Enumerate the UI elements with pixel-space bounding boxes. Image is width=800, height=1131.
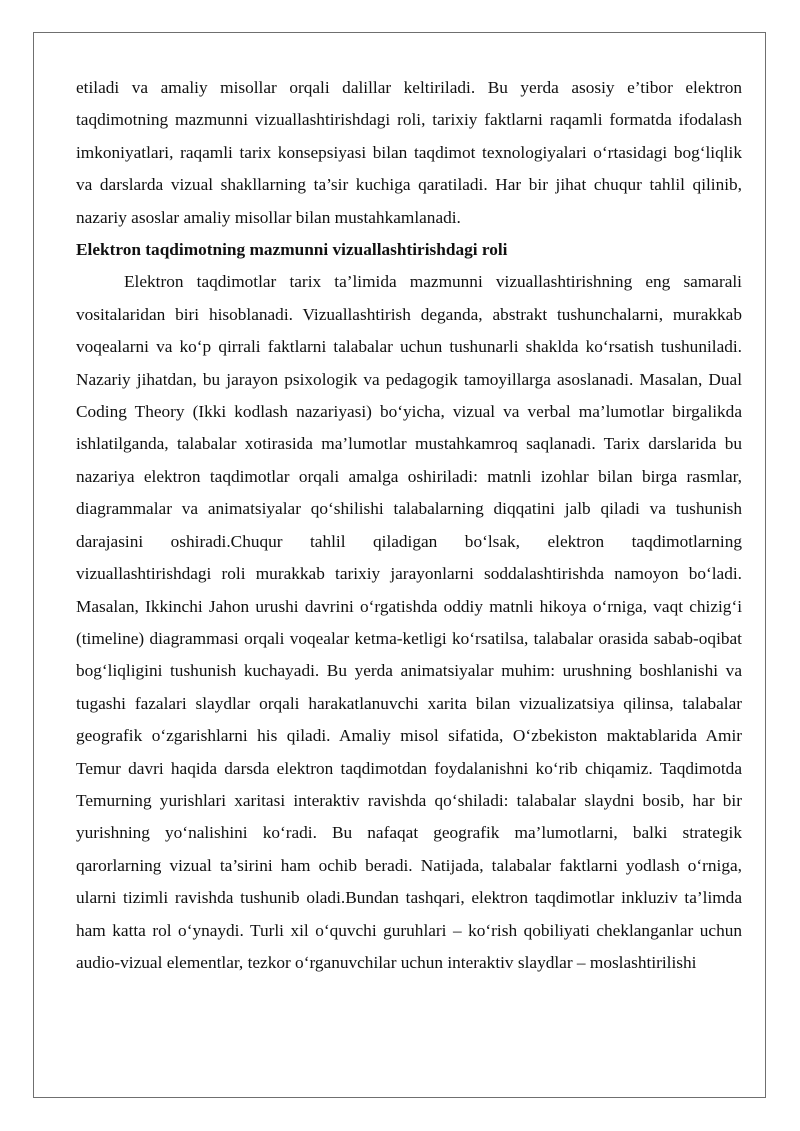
document-body <box>76 72 742 979</box>
main-paragraph: Elektron taqdimotlar tarix ta’limida mazmunni vizuallashtirishning eng samarali vositalaridan biri hisoblanadi. Vizuallashtirish deganda, abstrakt tushunchalarni, murakkab voqealarni va ko‘p qirrali faktlarni talabalar uchun tushunarli shaklda ko‘rsatish tushuniladi. Nazariy jihatdan, bu jarayon psixologik va pedagogik tamoyillarga asoslanadi. Masalan, Dual Coding Theory (Ikki kodlash nazariyasi) bo‘yicha, vizual va verbal ma’lumotlar birgalikda ishlatilganda, talabalar xotirasida ma’lumotlar mustahkamroq saqlanadi. Tarix darslarida bu nazariya elektron taqdimotlar orqali amalga oshiriladi: matnli izohlar bilan birga rasmlar, diagrammalar va animatsiyalar qo‘shilishi talabalarning diqqatini jalb qiladi va tushunish darajasini oshiradi.Chuqur tahlil qiladigan bo‘lsak, elektron taqdimotlarning vizuallashtirishdagi roli murakkab tarixiy jarayonlarni soddalashtirishda namoyon bo‘ladi. Masalan, Ikkinchi Jahon urushi davrini o‘rgatishda oddiy matnli hikoya o‘rniga, vaqt chizig‘i (timeline) diagrammasi orqali voqealar ketma-ketligi ko‘rsatilsa, talabalar orasida sabab-oqibat bog‘liqligini tushunish kuchayadi. Bu yerda animatsiyalar muhim: urushning boshlanishi va tugashi fazalari slaydlar orqali harakatlanuvchi xarita bilan vizualizatsiya qilinsa, talabalar geografik o‘zgarishlarni his qiladi. Amaliy misol sifatida, O‘zbekiston maktablarida Amir Temur davri haqida darsda elektron taqdimotdan foydalanishni ko‘rib chiqamiz. Taqdimotda Temurning yurishlari xaritasi interaktiv ravishda qo‘shiladi: talabalar slaydni bosib, har bir yurishning yo‘nalishini ko‘radi. Bu nafaqat geografik ma’lumotlarni, balki strategik qarorlarning vizual ta’sirini ham ochib beradi. Natijada, talabalar faktlarni yodlash o‘rniga, ularni tizimli ravishda tushunib oladi.Bundan tashqari, elektron taqdimotlar inkluziv ta’limda ham katta rol o‘ynaydi. Turli xil o‘quvchi guruhlari – ko‘rish qobiliyati cheklanganlar uchun audio-vizual elementlar, tezkor o‘rganuvchilar uchun interaktiv slaydlar – moslashtirilishi <box>76 272 742 972</box>
intro-paragraph: etiladi va amaliy misollar orqali dalillar keltiriladi. Bu yerda asosiy e’tibor elektron taqdimotning mazmunni vizuallashtirishdagi roli, tarixiy faktlarni raqamli formatda ifodalash imkoniyatlari, raqamli tarix konsepsiyasi bilan taqdimot texnologiyalari o‘rtasidagi bog‘liqlik va darslarda vizual shakllarning ta’sir kuchiga qaratiladi. Har bir jihat chuqur tahlil qilinib, nazariy asoslar amaliy misollar bilan mustahkamlanadi. <box>76 78 742 227</box>
section-heading: Elektron taqdimotning mazmunni vizuallashtirishdagi roli <box>76 240 508 260</box>
